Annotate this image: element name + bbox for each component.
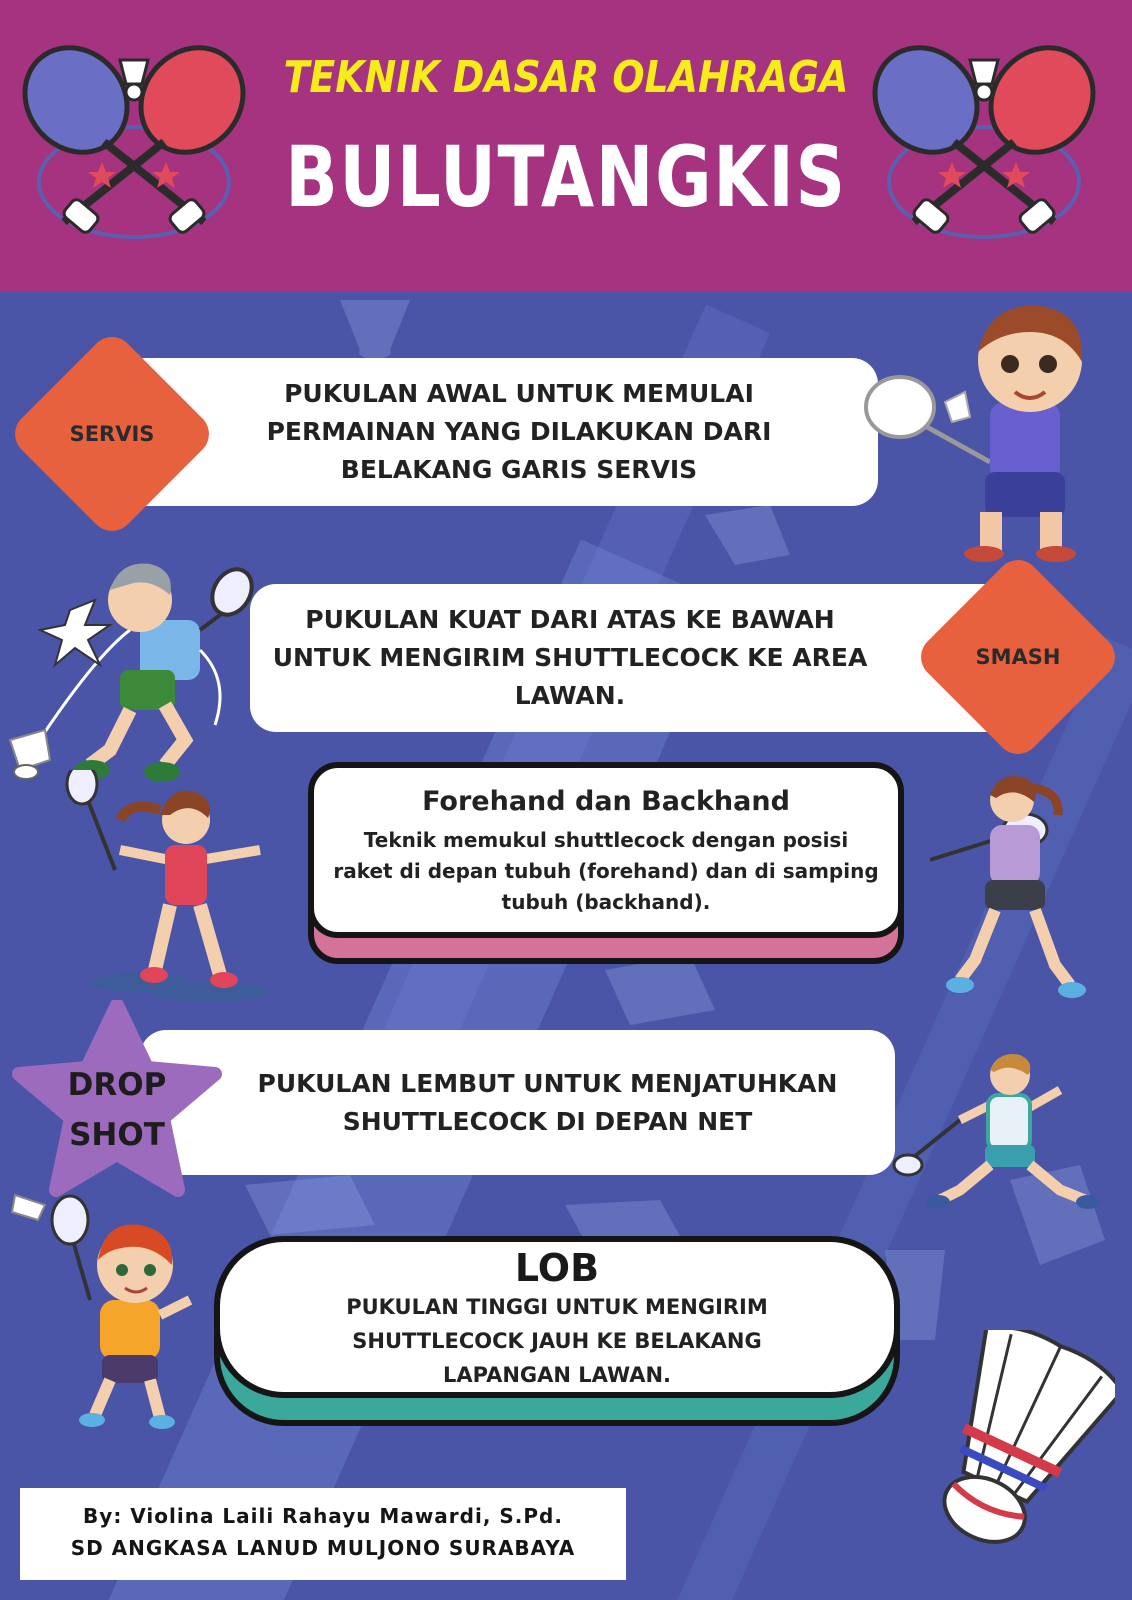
credit-box (20, 1488, 626, 1580)
header-banner (0, 0, 1132, 292)
dropshot-label-line: SHOT (69, 1117, 165, 1153)
boy-dropshot-figure (890, 1050, 1110, 1230)
servis-desc-line: PUKULAN AWAL UNTUK MEMULAI (284, 379, 754, 408)
dropshot-desc-line: SHUTTLECOCK DI DEPAN NET (342, 1106, 753, 1136)
shuttlecock-icon (240, 1170, 380, 1240)
forehand-title: Forehand dan Backhand (422, 786, 790, 817)
girl-backhand-figure (930, 770, 1110, 1010)
servis-card (120, 358, 878, 506)
forehand-desc-line: tubuh (backhand). (501, 890, 711, 914)
shuttlecock-icon (905, 1330, 1115, 1580)
dropshot-label (42, 1060, 192, 1160)
lob-card (214, 1236, 900, 1398)
shuttlecock-icon (330, 290, 420, 360)
crossed-rackets-icon (864, 42, 1104, 242)
smash-label: SMASH (975, 645, 1061, 669)
lob-desc-line: SHUTTLECOCK JAUH KE BELAKANG (352, 1329, 762, 1353)
forehand-card (308, 762, 904, 938)
kid-lob-figure (10, 1190, 210, 1430)
header-title: BULUTANGKIS (285, 128, 847, 226)
smashing-player-figure (0, 540, 260, 800)
smash-desc-line: LAWAN. (514, 681, 626, 710)
credit-author: By: Violina Laili Rahayu Mawardi, S.Pd. (83, 1504, 563, 1528)
girl-forehand-figure (60, 770, 290, 1010)
shuttlecock-icon (700, 500, 800, 570)
servis-desc-line: BELAKANG GARIS SERVIS (340, 455, 698, 484)
dropshot-desc-line: PUKULAN LEMBUT UNTUK MENJATUHKAN (257, 1068, 838, 1098)
smash-desc-line: PUKULAN KUAT DARI ATAS KE BAWAH (305, 605, 835, 634)
forehand-desc-line: Teknik memukul shuttlecock dengan posisi (363, 828, 849, 852)
servis-label: SERVIS (69, 422, 155, 446)
lob-title: LOB (514, 1246, 600, 1290)
dropshot-label-line: DROP (67, 1067, 167, 1103)
forehand-desc-line: raket di depan tubuh (forehand) dan di samping (333, 859, 879, 883)
header-subtitle: TEKNIK DASAR OLAHRAGA (283, 52, 849, 103)
lob-desc-line: PUKULAN TINGGI UNTUK MENGIRIM (346, 1295, 768, 1319)
smash-desc-line: UNTUK MENGIRIM SHUTTLECOCK KE AREA (272, 643, 868, 672)
boy-player-figure (860, 292, 1110, 572)
smash-card (250, 584, 1010, 732)
credit-school: SD ANGKASA LANUD MULJONO SURABAYA (70, 1536, 576, 1560)
lob-desc-line: LAPANGAN LAWAN. (442, 1363, 672, 1387)
dropshot-card (140, 1030, 895, 1175)
servis-desc-line: PERMAINAN YANG DILAKUKAN DARI (266, 417, 772, 446)
